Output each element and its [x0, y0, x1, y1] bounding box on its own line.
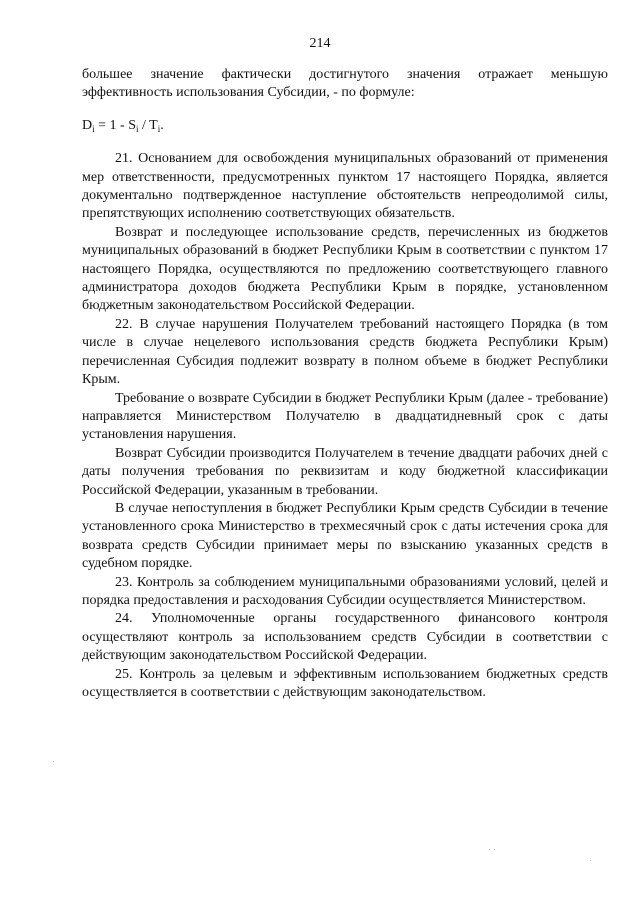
formula-end: . [160, 117, 164, 133]
paragraph-21-return: Возврат и последующее использование средств, перечисленных из бюджетов муниципальных образований в бюджет Республики Крым в соответствии с пунктом 17 настоящего Порядка, осуществляются по предложению соответствующего главного администратора доходов бюджета Республики Крым в порядке, установленном бюджетным законодательством Российской Федерации. [82, 224, 608, 314]
formula-divider: / T [138, 117, 158, 133]
paragraph-23: 23. Контроль за соблюдением муниципальными образованиями условий, целей и порядка предоставления и расходования Субсидии осуществляется Министерством. [82, 574, 608, 608]
scan-speck [489, 849, 490, 850]
scan-speck [590, 860, 591, 861]
formula-right-subscript: i [157, 123, 161, 134]
formula-middle-subscript: i [135, 123, 139, 134]
formula-middle: = 1 - S [94, 117, 136, 133]
formula [82, 117, 608, 135]
paragraph-21: 21. Основанием для освобождения муниципальных образований от применения мер ответственности, предусмотренных пунктом 17 настоящего Порядка, является документально подтвержденное наступление обстоятельств непреодолимой силы, препятствующих исполнению соответствующих обязательств. [82, 151, 608, 222]
scan-speck [494, 849, 495, 850]
intro-paragraph: большее значение фактически достигнутого значения отражает меньшую эффективность использования Субсидии, - по формуле: [82, 67, 608, 101]
paragraph-22: 22. В случае нарушения Получателем требований настоящего Порядка (в том числе в случае нецелевого использования средств бюджета Республики Крым) перечисленная Субсидия подлежит возврату в полном объеме в бюджет Республики Крым. [82, 316, 608, 388]
paragraph-25: 25. Контроль за целевым и эффективным использованием бюджетных средств осуществляется в соответствии с действующим законодательством. [82, 666, 608, 700]
paragraph-22-recovery: В случае непоступления в бюджет Республики Крым средств Субсидии в течение установленного срока Министерство в трехмесячный срок с даты истечения срока для возврата средств Субсидии принимает меры по взысканию указанных средств в судебном порядке. [82, 500, 608, 572]
paragraph-22-requirement: Требование о возврате Субсидии в бюджет Республики Крым (далее - требование) направляется Министерством Получателю в двадцатидневный срок с даты установления нарушения. [82, 390, 608, 443]
formula-left-subscript: i [92, 123, 95, 134]
paragraph-22-refund: Возврат Субсидии производится Получателем в течение двадцати рабочих дней с даты получения требования по реквизитам и коду бюджетной классификации Российской Федерации, указанным в требовании. [82, 445, 608, 498]
paragraph-24: 24. Уполномоченные органы государственного финансового контроля осуществляют контроль за использованием средств Субсидии в соответствии с действующим законодательством Российской Федерации. [82, 611, 608, 664]
scan-speck [53, 761, 54, 762]
document-body [82, 66, 608, 702]
page-number: 214 [309, 36, 331, 51]
formula-left: D [82, 117, 93, 133]
